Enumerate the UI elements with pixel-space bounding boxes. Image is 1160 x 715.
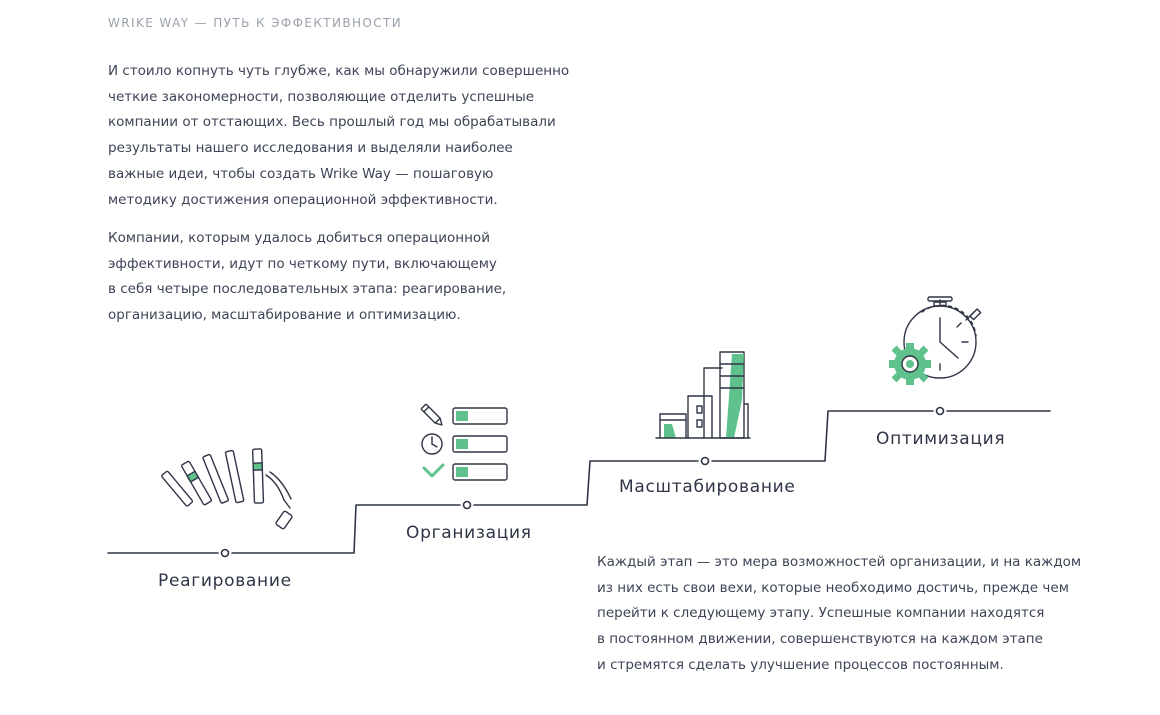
text-line: компании от отстающих. Весь прошлый год мы обрабатывали bbox=[108, 114, 556, 131]
stage-marker bbox=[937, 408, 944, 415]
stage-label-reaction: Реагирование bbox=[158, 571, 292, 591]
stage-label-optimization: Оптимизация bbox=[876, 429, 1006, 449]
text-line: И стоило копнуть чуть глубже, как мы обнаружили совершенно bbox=[108, 63, 570, 79]
text-line: и стремятся сделать улучшение процессов постоянным. bbox=[597, 656, 1004, 673]
text-line: важные идеи, чтобы создать Wrike Way — пошаговую bbox=[108, 165, 494, 182]
text-line: методику достижения операционной эффективности. bbox=[108, 191, 498, 208]
summary-paragraph bbox=[597, 550, 1082, 679]
text-line: результаты нашего исследования и выделяли наиболее bbox=[108, 140, 513, 157]
section-overline: WRIKE WAY — ПУТЬ К ЭФФЕКТИВНОСТИ bbox=[108, 16, 403, 30]
checklist-icon bbox=[421, 404, 507, 480]
stage-marker bbox=[702, 458, 709, 465]
pencil-icon bbox=[421, 404, 444, 427]
text-line: организацию, масштабирование и оптимизацию. bbox=[108, 307, 461, 324]
clock-icon bbox=[422, 434, 442, 454]
text-line: четкие закономерности, позволяющие отделить успешные bbox=[108, 88, 535, 105]
falling-books-hand-icon bbox=[161, 449, 292, 530]
stage-marker bbox=[464, 502, 471, 509]
text-line: перейти к следующему этапу. Успешные компании находятся bbox=[597, 605, 1045, 622]
text-line: из них есть свои вехи, которые необходимо достичь, прежде чем bbox=[597, 579, 1069, 596]
gear-icon bbox=[889, 343, 931, 385]
stage-label-scaling: Масштабирование bbox=[619, 477, 796, 497]
text-line: Каждый этап — это мера возможностей организации, и на каждом bbox=[597, 554, 1082, 570]
text-line: эффективности, идут по четкому пути, включающему bbox=[108, 255, 497, 272]
stage-label-organization: Организация bbox=[406, 523, 532, 543]
text-line: Компании, которым удалось добиться операционной bbox=[108, 230, 490, 246]
buildings-icon bbox=[656, 352, 750, 438]
stage-marker bbox=[222, 550, 229, 557]
text-line: в постоянном движении, совершенствуются на каждом этапе bbox=[597, 631, 1043, 648]
stopwatch-gear-icon bbox=[889, 297, 981, 385]
text-line: в себя четыре последовательных этапа: реагирование, bbox=[108, 281, 507, 298]
